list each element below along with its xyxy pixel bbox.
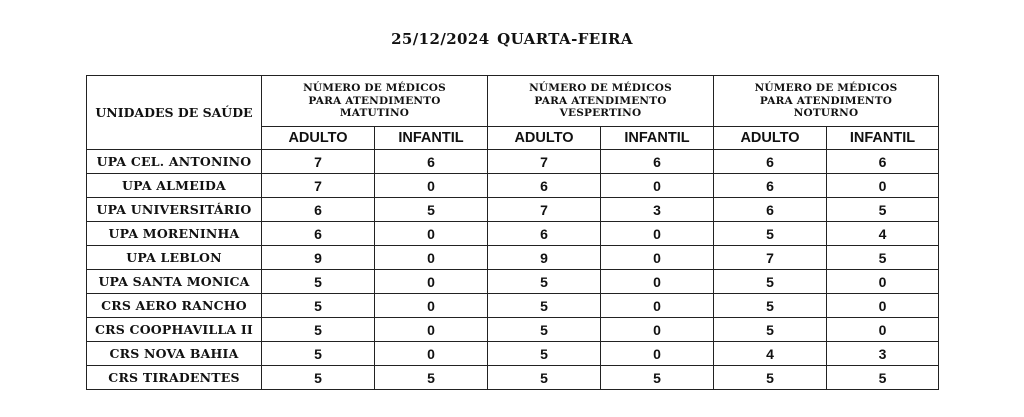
value-cell: 0	[375, 246, 488, 270]
value-cell: 3	[601, 198, 714, 222]
value-cell: 0	[375, 222, 488, 246]
value-cell: 5	[714, 366, 827, 390]
group-header-line: NÚMERO DE MÉDICOS	[529, 82, 672, 95]
table-row	[87, 222, 939, 246]
table-row	[87, 342, 939, 366]
value-cell: 7	[262, 174, 375, 198]
group-header-vespertino	[488, 76, 714, 127]
value-cell: 0	[375, 174, 488, 198]
value-cell: 5	[375, 366, 488, 390]
unit-name-cell: UPA UNIVERSITÁRIO	[87, 198, 262, 222]
value-cell: 5	[827, 366, 939, 390]
value-cell: 9	[488, 246, 601, 270]
value-cell: 0	[601, 222, 714, 246]
table-row	[87, 294, 939, 318]
value-cell: 0	[601, 342, 714, 366]
value-cell: 0	[601, 246, 714, 270]
group-header-line: NOTURNO	[793, 107, 859, 120]
value-cell: 6	[262, 222, 375, 246]
value-cell: 7	[262, 150, 375, 174]
unit-name-cell: UPA CEL. ANTONINO	[87, 150, 262, 174]
page-title: 25/12/2024 QUARTA-FEIRA	[391, 30, 633, 48]
value-cell: 7	[488, 150, 601, 174]
value-cell: 7	[714, 246, 827, 270]
value-cell: 5	[375, 198, 488, 222]
unit-name-cell: UPA MORENINHA	[87, 222, 262, 246]
value-cell: 5	[262, 342, 375, 366]
unit-name-cell: CRS TIRADENTES	[87, 366, 262, 390]
value-cell: 5	[601, 366, 714, 390]
value-cell: 0	[601, 294, 714, 318]
value-cell: 6	[714, 198, 827, 222]
table-row	[87, 150, 939, 174]
table-row	[87, 198, 939, 222]
value-cell: 0	[375, 318, 488, 342]
group-header-line: VESPERTINO	[559, 107, 642, 120]
unit-name-cell: CRS COOPHAVILLA II	[87, 318, 262, 342]
value-cell: 5	[262, 270, 375, 294]
group-header-line: PARA ATENDIMENTO	[534, 94, 667, 107]
value-cell: 0	[827, 174, 939, 198]
value-cell: 6	[714, 150, 827, 174]
value-cell: 0	[827, 270, 939, 294]
subheader-adulto: ADULTO	[262, 127, 375, 150]
group-header-line: NÚMERO DE MÉDICOS	[303, 82, 446, 95]
table-row	[87, 366, 939, 390]
value-cell: 5	[827, 246, 939, 270]
value-cell: 0	[601, 318, 714, 342]
group-header-line: PARA ATENDIMENTO	[308, 94, 441, 107]
group-header-matutino	[262, 76, 488, 127]
value-cell: 0	[375, 294, 488, 318]
value-cell: 6	[375, 150, 488, 174]
value-cell: 5	[262, 294, 375, 318]
value-cell: 9	[262, 246, 375, 270]
unit-name-cell: CRS AERO RANCHO	[87, 294, 262, 318]
value-cell: 5	[827, 198, 939, 222]
table-row	[87, 270, 939, 294]
doctors-schedule-table	[86, 75, 939, 390]
value-cell: 5	[714, 222, 827, 246]
value-cell: 5	[488, 294, 601, 318]
value-cell: 0	[601, 174, 714, 198]
value-cell: 7	[488, 198, 601, 222]
table-row	[87, 318, 939, 342]
subheader-adulto: ADULTO	[714, 127, 827, 150]
subheader-infantil: INFANTIL	[827, 127, 939, 150]
unit-name-cell: UPA LEBLON	[87, 246, 262, 270]
value-cell: 6	[488, 174, 601, 198]
value-cell: 3	[827, 342, 939, 366]
subheader-infantil: INFANTIL	[375, 127, 488, 150]
subheader-infantil: INFANTIL	[601, 127, 714, 150]
value-cell: 0	[375, 270, 488, 294]
subheader-adulto: ADULTO	[488, 127, 601, 150]
table-row	[87, 174, 939, 198]
value-cell: 5	[488, 270, 601, 294]
group-header-noturno	[714, 76, 939, 127]
value-cell: 5	[714, 318, 827, 342]
value-cell: 4	[827, 222, 939, 246]
table-row	[87, 246, 939, 270]
unit-name-cell: CRS NOVA BAHIA	[87, 342, 262, 366]
value-cell: 6	[488, 222, 601, 246]
value-cell: 6	[827, 150, 939, 174]
value-cell: 4	[714, 342, 827, 366]
value-cell: 5	[488, 318, 601, 342]
group-header-line: PARA ATENDIMENTO	[759, 94, 893, 107]
group-header-line: MATUTINO	[339, 107, 410, 120]
value-cell: 5	[488, 366, 601, 390]
value-cell: 0	[375, 342, 488, 366]
value-cell: 0	[827, 318, 939, 342]
value-cell: 6	[601, 150, 714, 174]
value-cell: 5	[262, 366, 375, 390]
value-cell: 5	[488, 342, 601, 366]
value-cell: 5	[714, 294, 827, 318]
value-cell: 5	[714, 270, 827, 294]
value-cell: 0	[601, 270, 714, 294]
unit-name-cell: UPA ALMEIDA	[87, 174, 262, 198]
value-cell: 6	[714, 174, 827, 198]
group-header-line: NÚMERO DE MÉDICOS	[754, 82, 898, 95]
group-header-row	[87, 76, 939, 127]
value-cell: 0	[827, 294, 939, 318]
unit-name-cell: UPA SANTA MONICA	[87, 270, 262, 294]
unit-column-header: UNIDADES DE SAÚDE	[87, 76, 262, 150]
value-cell: 5	[262, 318, 375, 342]
value-cell: 6	[262, 198, 375, 222]
